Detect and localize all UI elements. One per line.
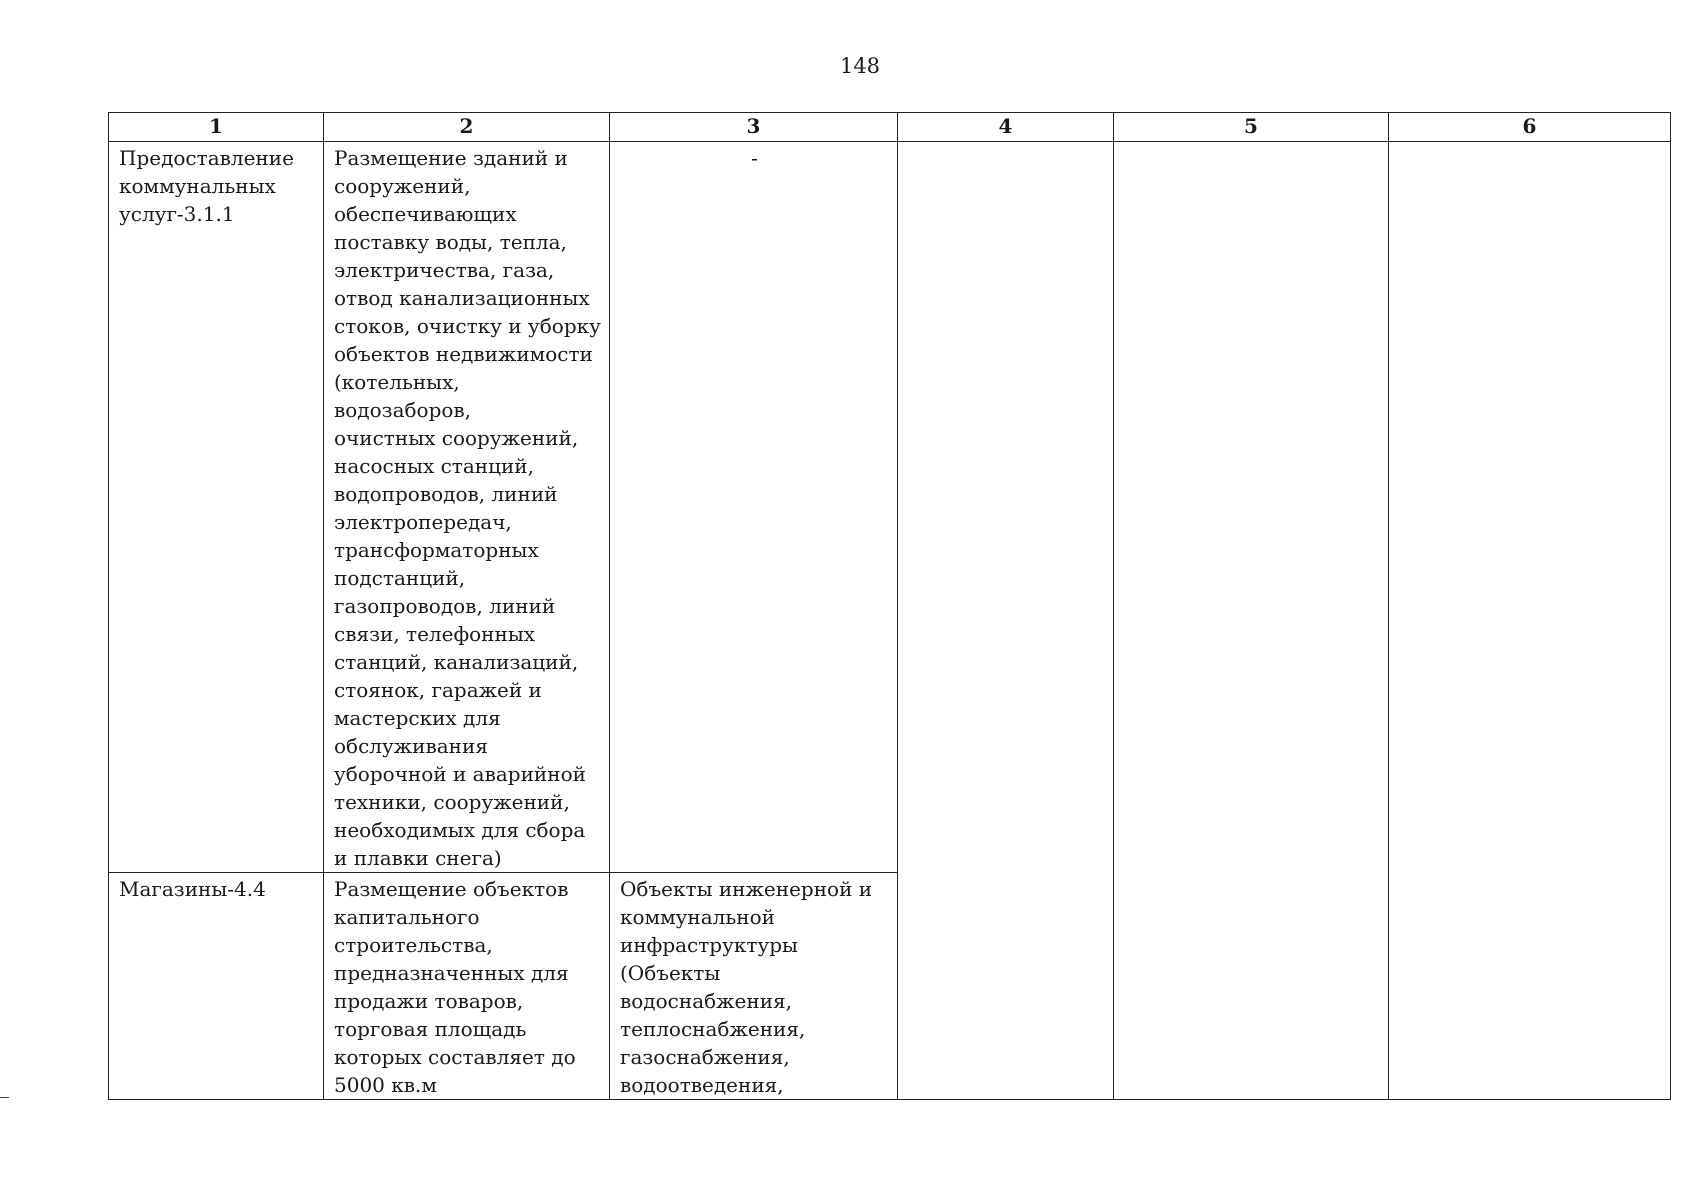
permitted-use-name: Магазины-4.4 [109,873,324,1100]
auxiliary-use-cell: Объекты инженерной и коммунальной инфраструктуры (Объекты водоснабжения, теплоснабжения, газоснабжения, водоотведения, [610,873,898,1100]
permitted-use-description: Размещение зданий и сооружений, обеспечивающих поставку воды, тепла, электричества, газа, отвод канализационных стоков, очистку и уборку объектов недвижимости (котельных, водозаборов, очистных сооружений, насосных станций, водопроводов, линий электропередач, трансформаторных подстанций, газопроводов, линий связи, телефонных станций, канализаций, стоянок, гаражей и мастерских для обслуживания уборочной и аварийной техники, сооружений, необходимых для сбора и плавки снега) [324,142,610,873]
column-header-1: 1 [109,113,324,142]
column-header-3: 3 [610,113,898,142]
empty-cell-col4 [898,142,1114,1100]
column-header-4: 4 [898,113,1114,142]
auxiliary-use-cell: - [610,142,898,873]
table-row [109,142,1671,873]
permitted-use-description: Размещение объектов капитального строительства, предназначенных для продажи товаров, торговая площадь которых составляет до 5000 кв.м [324,873,610,1100]
page-number: 148 [839,54,881,78]
header-row [109,113,1671,142]
scan-margin-mark [0,1097,9,1098]
table-header [109,113,1671,142]
permitted-use-name: Предоставление коммунальных услуг-3.1.1 [109,142,324,873]
column-header-6: 6 [1389,113,1671,142]
empty-cell-col6 [1389,142,1671,1100]
table-body [109,142,1671,1100]
column-header-5: 5 [1114,113,1389,142]
empty-cell-col5 [1114,142,1389,1100]
zoning-table [108,112,1671,1100]
column-header-2: 2 [324,113,610,142]
